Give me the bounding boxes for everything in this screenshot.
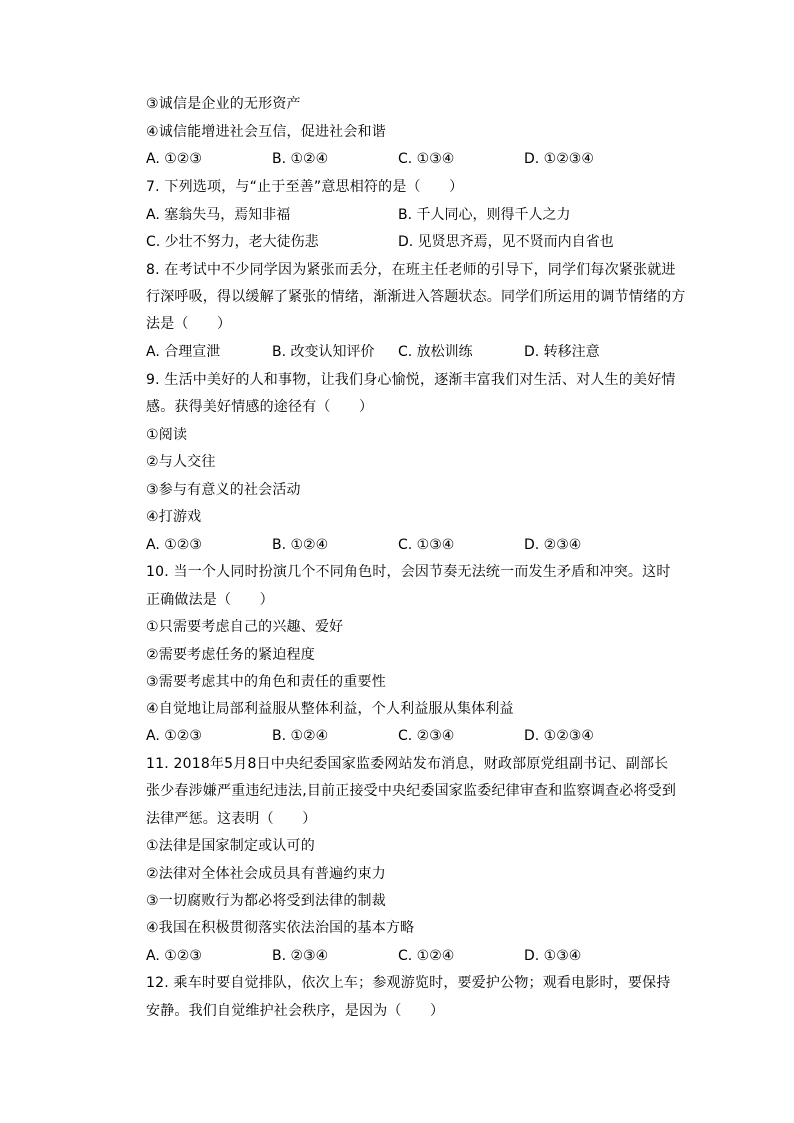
answer-option: B. 千人同心，则得千人之力 — [398, 207, 571, 223]
options-row — [146, 535, 666, 555]
answer-option: C. ①③④ — [398, 151, 455, 167]
text-line: ①只需要考虑自己的兴趣、爱好 — [146, 619, 344, 635]
text-line: 12. 乘车时要自觉排队，依次上车；参观游览时，要爱护公物；观看电影时，要保持 — [146, 975, 671, 991]
answer-option: D. ①②③④ — [524, 151, 594, 167]
text-line: ②与人交往 — [146, 454, 216, 470]
answer-option: D. 转移注意 — [524, 344, 600, 360]
answer-option: A. ①②③ — [146, 728, 202, 744]
options-row — [146, 946, 666, 966]
text-line: ④打游戏 — [146, 509, 202, 525]
text-line: 安静。我们自觉维护社会秩序，是因为（ ） — [146, 1003, 445, 1019]
text-line: ②法律对全体社会成员具有普遍约束力 — [146, 866, 386, 882]
text-line: 法律严惩。这表明（ ） — [146, 811, 317, 827]
answer-option: A. 合理宣泄 — [146, 344, 221, 360]
answer-option: C. 放松训练 — [398, 344, 473, 360]
text-line: ④自觉地让局部利益服从整体利益，个人利益服从集体利益 — [146, 701, 514, 717]
text-line: ④诚信能增进社会互信，促进社会和谐 — [146, 124, 386, 140]
text-line: ③诚信是企业的无形资产 — [146, 96, 301, 112]
answer-option: D. ①②③④ — [524, 728, 594, 744]
answer-option: A. 塞翁失马，焉知非福 — [146, 207, 291, 223]
answer-option: A. ①②③ — [146, 151, 202, 167]
answer-option: C. 少壮不努力，老大徒伤悲 — [146, 234, 319, 250]
answer-option: B. 改变认知评价 — [272, 344, 375, 360]
options-row — [146, 205, 666, 225]
text-line: 行深呼吸，得以缓解了紧张的情绪，渐渐进入答题状态。同学们所运用的调节情绪的方 — [146, 289, 686, 305]
text-line: 11. 2018年5月8日中央纪委国家监委网站发布消息，财政部原党组副书记、副部长 — [146, 756, 669, 772]
text-line: 7. 下列选项，与“止于至善”意思相符的是（ ） — [146, 179, 464, 195]
answer-option: C. ①③④ — [398, 537, 455, 553]
answer-option: B. ②③④ — [272, 948, 329, 964]
text-line: 10. 当一个人同时扮演几个不同角色时，会因节奏无法统一而发生矛盾和冲突。这时 — [146, 564, 671, 580]
answer-option: C. ②③④ — [398, 728, 455, 744]
options-row — [146, 342, 666, 362]
options-row — [146, 726, 666, 746]
answer-option: B. ①②④ — [272, 537, 329, 553]
answer-option: B. ①②④ — [272, 151, 329, 167]
text-line: 张少春涉嫌严重违纪违法,目前正接受中央纪委国家监委纪律审查和监察调查必将受到 — [146, 783, 677, 799]
options-row — [146, 232, 666, 252]
text-line: ③参与有意义的社会活动 — [146, 482, 301, 498]
text-line: 法是（ ） — [146, 316, 232, 332]
answer-option: D. 见贤思齐焉，见不贤而内自省也 — [398, 234, 614, 250]
text-line: ②需要考虑任务的紧迫程度 — [146, 647, 315, 663]
text-line: ④我国在积极贯彻落实依法治国的基本方略 — [146, 920, 415, 936]
answer-option: D. ①③④ — [524, 948, 582, 964]
text-line: ③一切腐败行为都必将受到法律的制裁 — [146, 893, 386, 909]
options-row — [146, 149, 666, 169]
answer-option: B. ①②④ — [272, 728, 329, 744]
text-line: 9. 生活中美好的人和事物，让我们身心愉悦，逐渐丰富我们对生活、对人生的美好情 — [146, 372, 676, 388]
text-line: ①法律是国家制定或认可的 — [146, 838, 315, 854]
answer-option: C. ①②④ — [398, 948, 455, 964]
answer-option: A. ①②③ — [146, 948, 202, 964]
answer-option: D. ②③④ — [524, 537, 582, 553]
text-line: 感。获得美好情感的途径有（ ） — [146, 399, 374, 415]
text-line: ①阅读 — [146, 427, 188, 443]
answer-option: A. ①②③ — [146, 537, 202, 553]
text-line: ③需要考虑其中的角色和责任的重要性 — [146, 674, 386, 690]
text-line: 8. 在考试中不少同学因为紧张而丢分，在班主任老师的引导下，同学们每次紧张就进 — [146, 262, 676, 278]
text-line: 正确做法是（ ） — [146, 592, 274, 608]
